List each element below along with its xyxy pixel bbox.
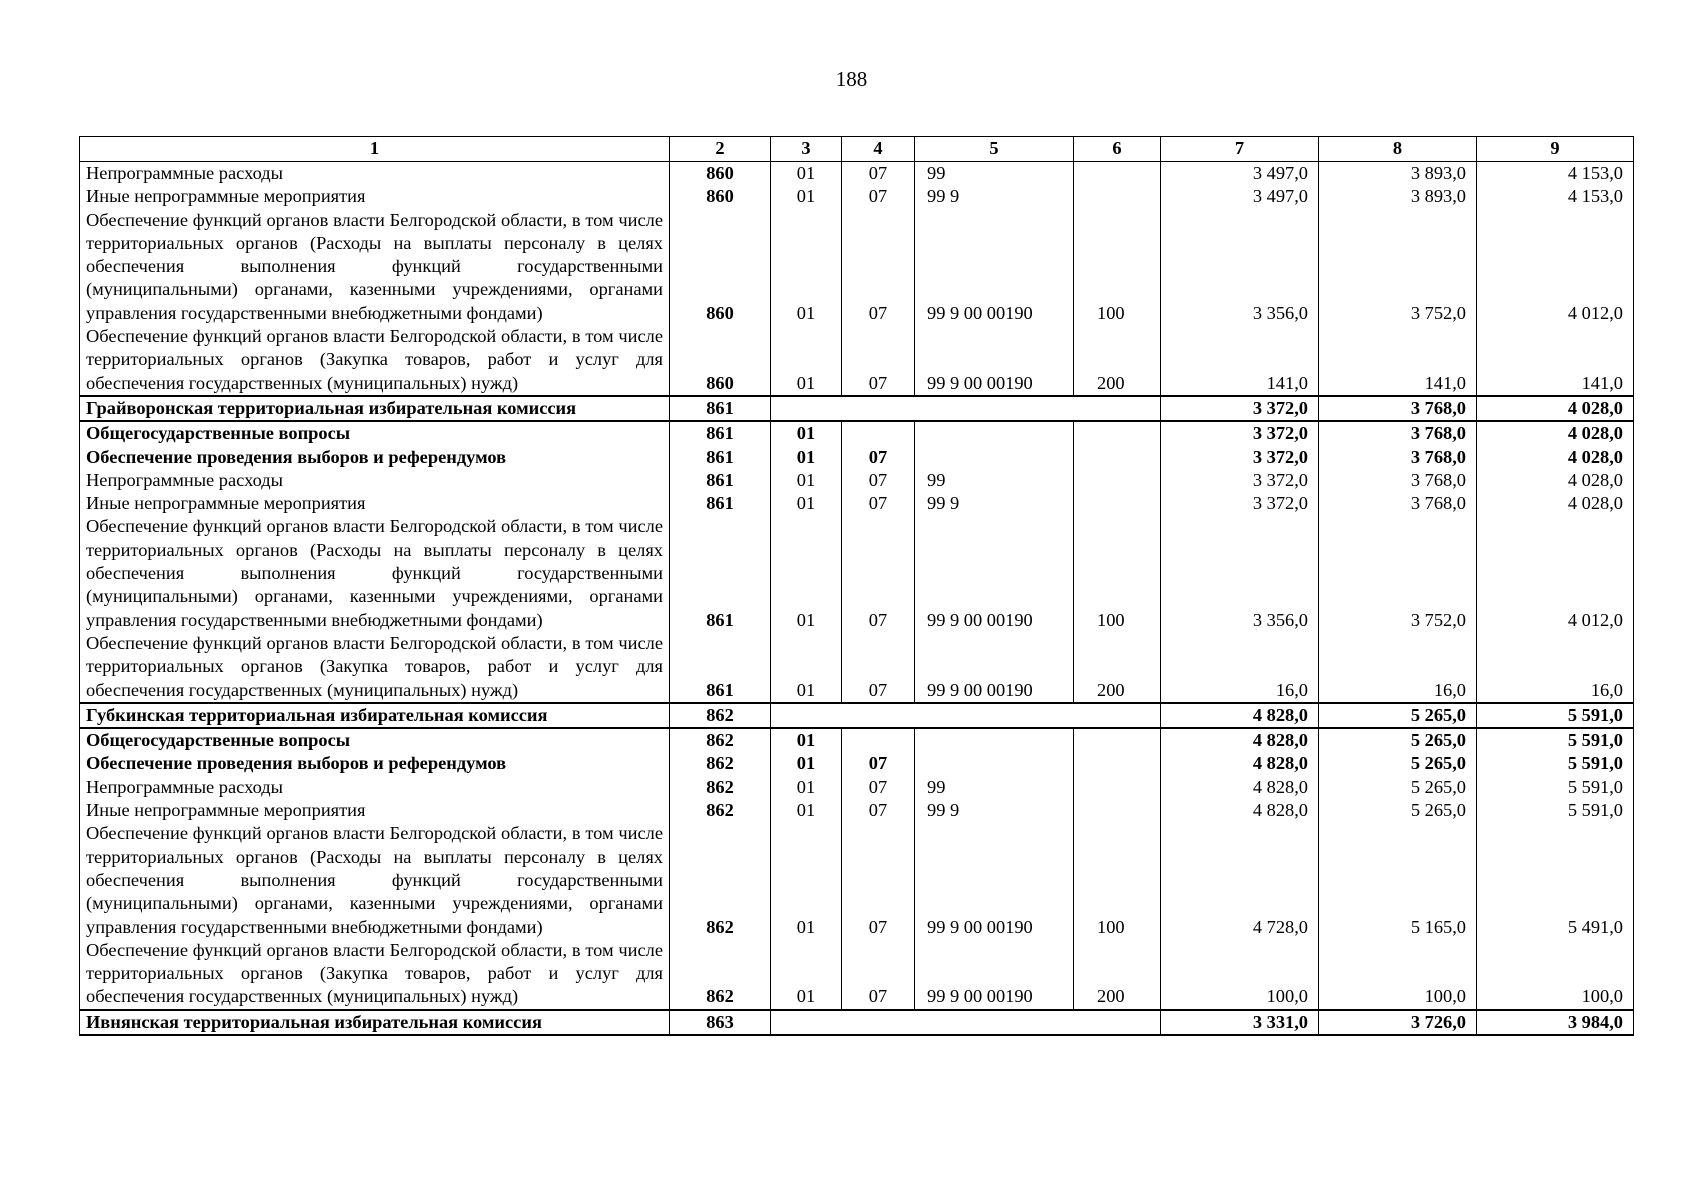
row-expense-type: 100 [1074,515,1161,631]
row-admin-code: 862 [670,822,771,938]
row-amount-col9: 16,0 [1477,632,1634,703]
row-subsection: 07 [842,492,915,515]
row-admin-code: 860 [670,162,771,186]
row-target-article [915,1010,1074,1035]
row-amount-col8: 5 165,0 [1319,822,1477,938]
page-number: 188 [835,67,868,91]
row-amount-col7: 3 497,0 [1161,162,1319,186]
row-expense-type [1074,469,1161,492]
row-amount-col9: 5 591,0 [1477,799,1634,822]
budget-table [79,136,1634,1036]
row-amount-col8: 3 768,0 [1319,469,1477,492]
row-expense-type [1074,728,1161,752]
row-expense-type: 200 [1074,325,1161,396]
row-subsection: 07 [842,185,915,208]
row-description: Обеспечение функций органов власти Белгородской области, в том числе территориальных органов (Расходы на выплаты персоналу в целях обеспечения выполнения функций государственными (муниципальными) органами, казенными учреждениями, органами управления государственными внебюджетными фондами) [80,515,670,631]
row-amount-col7: 3 497,0 [1161,185,1319,208]
row-target-article [915,446,1074,469]
table-row [80,632,1634,703]
row-expense-type: 100 [1074,822,1161,938]
column-header: 9 [1477,137,1634,162]
row-admin-code: 862 [670,939,771,1010]
row-description: Обеспечение проведения выборов и референдумов [80,446,670,469]
row-expense-type [1074,421,1161,445]
row-section: 01 [771,515,842,631]
row-amount-col9: 5 491,0 [1477,822,1634,938]
row-target-article [915,703,1074,728]
row-amount-col8: 3 768,0 [1319,446,1477,469]
row-amount-col8: 3 768,0 [1319,396,1477,421]
row-section [771,396,842,421]
table-row [80,939,1634,1010]
table-row [80,515,1634,631]
row-section: 01 [771,776,842,799]
column-header: 6 [1074,137,1161,162]
table-row-commission [80,1010,1634,1035]
column-header: 8 [1319,137,1477,162]
row-section: 01 [771,162,842,186]
row-target-article: 99 [915,469,1074,492]
row-section: 01 [771,492,842,515]
row-amount-col8: 3 893,0 [1319,162,1477,186]
table-row [80,421,1634,445]
row-subsection: 07 [842,162,915,186]
row-description: Иные непрограммные мероприятия [80,492,670,515]
row-target-article: 99 [915,776,1074,799]
row-expense-type [1074,752,1161,775]
row-section: 01 [771,939,842,1010]
row-description: Обеспечение функций органов власти Белгородской области, в том числе территориальных органов (Расходы на выплаты персоналу в целях обеспечения выполнения функций государственными (муниципальными) органами, казенными учреждениями, органами управления государственными внебюджетными фондами) [80,209,670,325]
table-row-commission [80,703,1634,728]
row-description: Обеспечение функций органов власти Белгородской области, в том числе территориальных органов (Расходы на выплаты персоналу в целях обеспечения выполнения функций государственными (муниципальными) органами, казенными учреждениями, органами управления государственными внебюджетными фондами) [80,822,670,938]
row-amount-col9: 4 028,0 [1477,396,1634,421]
row-target-article: 99 9 00 00190 [915,325,1074,396]
row-description: Непрограммные расходы [80,469,670,492]
row-amount-col7: 4 828,0 [1161,799,1319,822]
row-amount-col8: 3 768,0 [1319,492,1477,515]
row-amount-col8: 3 893,0 [1319,185,1477,208]
row-amount-col8: 5 265,0 [1319,799,1477,822]
table-row [80,469,1634,492]
row-subsection: 07 [842,776,915,799]
row-admin-code: 860 [670,325,771,396]
row-description: Обеспечение функций органов власти Белгородской области, в том числе территориальных органов (Закупка товаров, работ и услуг для обеспечения государственных (муниципальных) нужд) [80,325,670,396]
row-amount-col7: 4 828,0 [1161,703,1319,728]
table-header-row [80,137,1634,162]
row-section: 01 [771,799,842,822]
column-header: 2 [670,137,771,162]
row-section: 01 [771,469,842,492]
row-target-article: 99 9 00 00190 [915,209,1074,325]
row-subsection: 07 [842,752,915,775]
column-header: 7 [1161,137,1319,162]
row-subsection [842,728,915,752]
table-body [80,162,1634,1035]
table-row [80,325,1634,396]
table-row [80,799,1634,822]
row-subsection: 07 [842,325,915,396]
row-amount-col7: 3 372,0 [1161,421,1319,445]
row-amount-col9: 4 012,0 [1477,515,1634,631]
row-amount-col9: 100,0 [1477,939,1634,1010]
row-admin-code: 863 [670,1010,771,1035]
row-expense-type: 100 [1074,209,1161,325]
row-subsection [842,703,915,728]
row-description: Общегосударственные вопросы [80,728,670,752]
row-admin-code: 861 [670,396,771,421]
row-amount-col7: 4 828,0 [1161,752,1319,775]
row-amount-col7: 100,0 [1161,939,1319,1010]
table-row [80,162,1634,186]
row-subsection: 07 [842,632,915,703]
row-description: Грайворонская территориальная избирательная комиссия [80,396,670,421]
row-description: Обеспечение функций органов власти Белгородской области, в том числе территориальных органов (Закупка товаров, работ и услуг для обеспечения государственных (муниципальных) нужд) [80,939,670,1010]
column-header: 5 [915,137,1074,162]
row-target-article: 99 9 00 00190 [915,632,1074,703]
row-expense-type [1074,776,1161,799]
row-amount-col9: 5 591,0 [1477,703,1634,728]
row-admin-code: 861 [670,492,771,515]
row-amount-col7: 3 372,0 [1161,492,1319,515]
row-description: Обеспечение функций органов власти Белгородской области, в том числе территориальных органов (Закупка товаров, работ и услуг для обеспечения государственных (муниципальных) нужд) [80,632,670,703]
row-admin-code: 860 [670,209,771,325]
row-amount-col9: 4 012,0 [1477,209,1634,325]
row-expense-type [1074,185,1161,208]
row-amount-col8: 141,0 [1319,325,1477,396]
row-target-article [915,752,1074,775]
row-amount-col7: 3 372,0 [1161,446,1319,469]
row-amount-col7: 3 372,0 [1161,396,1319,421]
row-admin-code: 861 [670,515,771,631]
row-expense-type [1074,1010,1161,1035]
row-subsection: 07 [842,209,915,325]
row-target-article [915,728,1074,752]
row-expense-type [1074,799,1161,822]
row-subsection: 07 [842,515,915,631]
row-section: 01 [771,209,842,325]
row-amount-col7: 3 372,0 [1161,469,1319,492]
row-amount-col7: 4 828,0 [1161,728,1319,752]
row-section: 01 [771,185,842,208]
row-amount-col8: 5 265,0 [1319,728,1477,752]
row-section: 01 [771,325,842,396]
row-amount-col7: 16,0 [1161,632,1319,703]
row-amount-col8: 3 726,0 [1319,1010,1477,1035]
row-amount-col8: 3 752,0 [1319,515,1477,631]
row-amount-col7: 3 331,0 [1161,1010,1319,1035]
row-subsection: 07 [842,469,915,492]
row-target-article: 99 9 [915,799,1074,822]
row-admin-code: 862 [670,703,771,728]
row-target-article: 99 9 00 00190 [915,939,1074,1010]
row-description: Ивнянская территориальная избирательная комиссия [80,1010,670,1035]
row-amount-col7: 4 828,0 [1161,776,1319,799]
table-row [80,822,1634,938]
row-section: 01 [771,752,842,775]
row-amount-col9: 4 028,0 [1477,492,1634,515]
row-amount-col8: 5 265,0 [1319,703,1477,728]
row-subsection: 07 [842,939,915,1010]
column-header: 4 [842,137,915,162]
row-target-article: 99 9 00 00190 [915,822,1074,938]
row-amount-col9: 4 153,0 [1477,185,1634,208]
row-section: 01 [771,632,842,703]
row-amount-col8: 5 265,0 [1319,776,1477,799]
row-section [771,1010,842,1035]
row-description: Иные непрограммные мероприятия [80,799,670,822]
table-row [80,446,1634,469]
row-amount-col7: 3 356,0 [1161,515,1319,631]
row-target-article: 99 [915,162,1074,186]
table-row [80,185,1634,208]
row-amount-col7: 141,0 [1161,325,1319,396]
row-amount-col7: 4 728,0 [1161,822,1319,938]
table-row [80,209,1634,325]
row-expense-type [1074,162,1161,186]
row-section [771,703,842,728]
row-admin-code: 862 [670,776,771,799]
row-admin-code: 861 [670,446,771,469]
row-admin-code: 862 [670,752,771,775]
row-expense-type: 200 [1074,632,1161,703]
row-amount-col9: 4 028,0 [1477,446,1634,469]
table-row [80,728,1634,752]
row-section: 01 [771,421,842,445]
row-description: Непрограммные расходы [80,776,670,799]
row-amount-col8: 16,0 [1319,632,1477,703]
row-amount-col7: 3 356,0 [1161,209,1319,325]
row-section: 01 [771,446,842,469]
row-description: Губкинская территориальная избирательная комиссия [80,703,670,728]
row-expense-type [1074,703,1161,728]
row-amount-col9: 4 028,0 [1477,421,1634,445]
row-amount-col8: 100,0 [1319,939,1477,1010]
row-admin-code: 861 [670,469,771,492]
column-header: 1 [80,137,670,162]
row-amount-col9: 4 153,0 [1477,162,1634,186]
row-amount-col8: 3 768,0 [1319,421,1477,445]
row-description: Общегосударственные вопросы [80,421,670,445]
row-amount-col9: 5 591,0 [1477,776,1634,799]
row-expense-type [1074,396,1161,421]
row-target-article [915,396,1074,421]
row-target-article [915,421,1074,445]
column-header: 3 [771,137,842,162]
row-amount-col8: 3 752,0 [1319,209,1477,325]
row-target-article: 99 9 [915,492,1074,515]
row-admin-code: 862 [670,728,771,752]
row-subsection: 07 [842,799,915,822]
row-target-article: 99 9 00 00190 [915,515,1074,631]
row-description: Иные непрограммные мероприятия [80,185,670,208]
row-expense-type: 200 [1074,939,1161,1010]
row-subsection [842,396,915,421]
row-amount-col9: 4 028,0 [1477,469,1634,492]
table-row [80,492,1634,515]
row-admin-code: 860 [670,185,771,208]
row-expense-type [1074,446,1161,469]
row-subsection: 07 [842,446,915,469]
row-subsection: 07 [842,822,915,938]
row-amount-col9: 5 591,0 [1477,728,1634,752]
row-amount-col9: 5 591,0 [1477,752,1634,775]
row-expense-type [1074,492,1161,515]
row-section: 01 [771,822,842,938]
row-admin-code: 861 [670,421,771,445]
row-admin-code: 862 [670,799,771,822]
row-description: Непрограммные расходы [80,162,670,186]
row-target-article: 99 9 [915,185,1074,208]
table-row [80,752,1634,775]
row-amount-col9: 3 984,0 [1477,1010,1634,1035]
row-amount-col9: 141,0 [1477,325,1634,396]
row-subsection [842,1010,915,1035]
row-section: 01 [771,728,842,752]
table-row-commission [80,396,1634,421]
row-subsection [842,421,915,445]
row-admin-code: 861 [670,632,771,703]
row-description: Обеспечение проведения выборов и референдумов [80,752,670,775]
row-amount-col8: 5 265,0 [1319,752,1477,775]
table-row [80,776,1634,799]
